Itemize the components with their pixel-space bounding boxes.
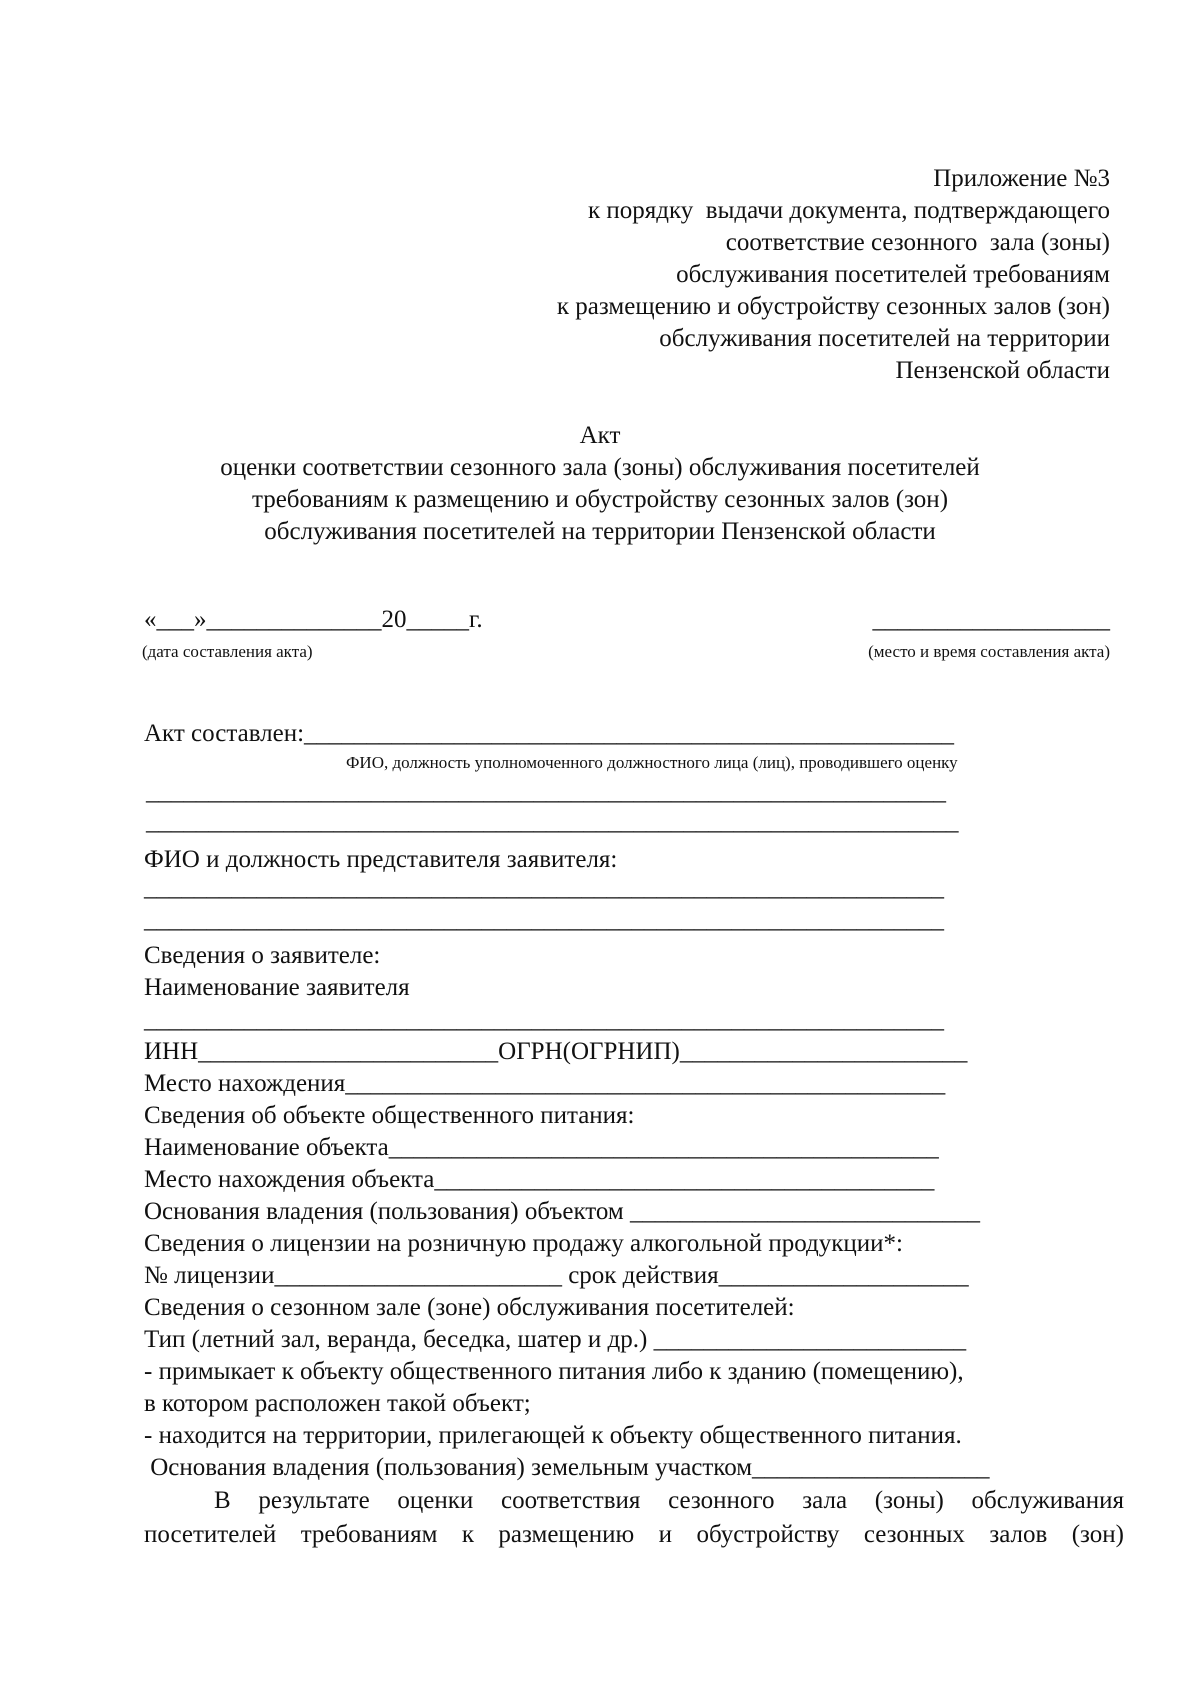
representative-blank-1: ________________________________________________________________ bbox=[144, 874, 944, 901]
inn-ogrn-row: ИНН________________________ОГРН(ОГРНИП)_______________________ bbox=[144, 1038, 968, 1065]
license-row: № лицензии_______________________ срок действия____________________ bbox=[144, 1262, 969, 1289]
composed-by-caption: ФИО, должность уполномоченного должностного лица (лиц), проводившего оценку bbox=[346, 753, 958, 772]
header-line-4: обслуживания посетителей требованиям bbox=[676, 261, 1110, 288]
header-line-1: Приложение №3 bbox=[933, 165, 1110, 192]
representative-blank-2: ________________________________________________________________ bbox=[144, 906, 944, 933]
object-heading: Сведения об объекте общественного питания: bbox=[144, 1102, 635, 1129]
title-line-1: оценки соответствии сезонного зала (зоны) обслуживания посетителей bbox=[220, 454, 980, 481]
license-heading: Сведения о лицензии на розничную продажу алкогольной продукции*: bbox=[144, 1230, 903, 1257]
object-name-row: Наименование объекта____________________________________________ bbox=[144, 1134, 939, 1161]
seasonal-territory-line: - находится на территории, прилегающей к объекту общественного питания. bbox=[144, 1422, 962, 1449]
land-ownership-row: Основания владения (пользования) земельным участком___________________ bbox=[144, 1454, 990, 1481]
header-line-5: к размещению и обустройству сезонных залов (зон) bbox=[556, 293, 1110, 320]
header-line-3: соответствие сезонного зала (зоны) bbox=[725, 229, 1110, 256]
composed-by-row: Акт составлен:____________________________________________________ bbox=[144, 720, 955, 747]
place-time-caption: (место и время составления акта) bbox=[868, 642, 1110, 661]
applicant-name-blank: ________________________________________________________________ bbox=[144, 1006, 944, 1033]
header-line-2: к порядку выдачи документа, подтверждающего bbox=[587, 197, 1110, 224]
conclusion-line-1: В результате оценки соответствия сезонного зала (зоны) обслуживания bbox=[214, 1487, 1124, 1514]
title-word: Акт bbox=[579, 422, 621, 449]
applicant-name-label: Наименование заявителя bbox=[144, 974, 410, 1001]
composed-blank-1: ________________________________________________________________ bbox=[146, 778, 946, 805]
composed-blank-2: _________________________________________________________________ bbox=[146, 808, 959, 835]
object-location-row: Место нахождения объекта________________________________________ bbox=[144, 1166, 935, 1193]
seasonal-heading: Сведения о сезонном зале (зоне) обслуживания посетителей: bbox=[144, 1294, 795, 1321]
place-time-field: ___________________ bbox=[872, 606, 1110, 633]
seasonal-type-row: Тип (летний зал, веранда, беседка, шатер и др.) _________________________ bbox=[144, 1326, 967, 1353]
conclusion-line-2: посетителей требованиям к размещению и обустройству сезонных залов (зон) bbox=[144, 1521, 1124, 1548]
representative-label: ФИО и должность представителя заявителя: bbox=[144, 846, 618, 873]
object-ownership-row: Основания владения (пользования) объектом ____________________________ bbox=[144, 1198, 980, 1225]
seasonal-adjoins-line-1: - примыкает к объекту общественного питания либо к зданию (помещению), bbox=[144, 1358, 964, 1385]
date-caption: (дата составления акта) bbox=[142, 642, 313, 661]
title-line-3: обслуживания посетителей на территории Пензенской области bbox=[264, 518, 936, 545]
applicant-location-row: Место нахождения________________________________________________ bbox=[144, 1070, 946, 1097]
applicant-heading: Сведения о заявителе: bbox=[144, 942, 381, 969]
seasonal-adjoins-line-2: в котором расположен такой объект; bbox=[144, 1390, 531, 1417]
header-line-6: обслуживания посетителей на территории bbox=[659, 325, 1110, 352]
date-field: «___»______________20_____г. bbox=[144, 606, 483, 633]
header-line-7: Пензенской области bbox=[895, 357, 1110, 384]
title-line-2: требованиям к размещению и обустройству сезонных залов (зон) bbox=[251, 486, 949, 513]
